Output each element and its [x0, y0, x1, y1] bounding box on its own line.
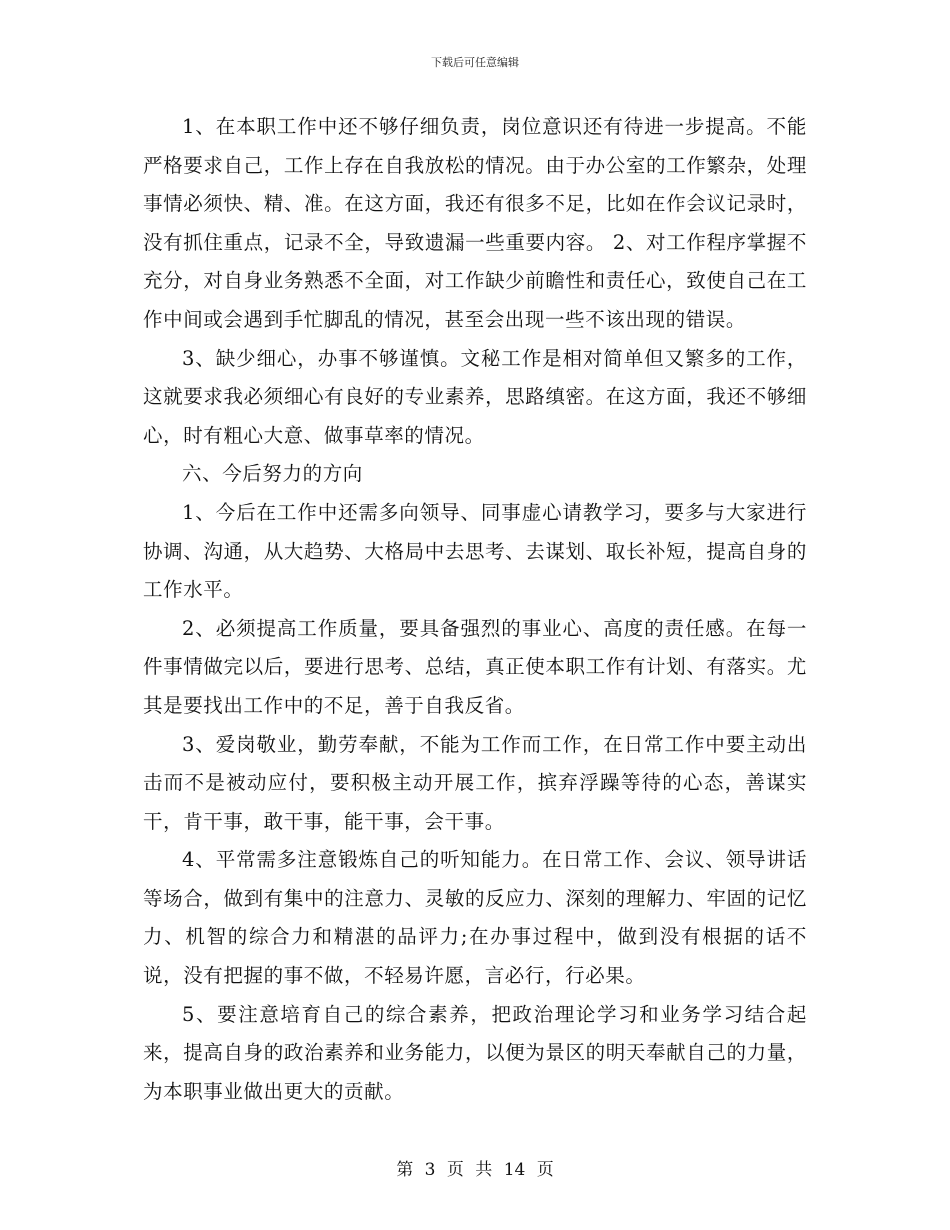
paragraph-6: 4、平常需多注意锻炼自己的听知能力。在日常工作、会议、领导讲话等场合，做到有集中的注意力、灵敏的反应力、深刻的理解力、牢固的记忆力、机智的综合力和精湛的品评力;在办事过程中，做到没有根据的话不说，没有把握的事不做，不轻易许愿，言必行，行必果。 [143, 848, 807, 988]
paragraph-7: 5、要注意培育自己的综合素养，把政治理论学习和业务学习结合起来，提高自身的政治素养和业务能力，以便为景区的明天奉献自己的力量，为本职事业做出更大的贡献。 [143, 1002, 807, 1103]
document-body [143, 108, 807, 1111]
paragraph-2: 3、缺少细心，办事不够谨慎。文秘工作是相对简单但又繁多的工作，这就要求我必须细心有良好的专业素养，思路缜密。在这方面，我还不够细心，时有粗心大意、做事草率的情况。 [143, 346, 807, 447]
paragraph-4: 2、必须提高工作质量，要具备强烈的事业心、高度的责任感。在每一件事情做完以后，要进行思考、总结，真正使本职工作有计划、有落实。尤其是要找出工作中的不足，善于自我反省。 [143, 616, 807, 717]
paragraph-5: 3、爱岗敬业，勤劳奉献，不能为工作而工作，在日常工作中要主动出击而不是被动应付，要积极主动开展工作，摈弃浮躁等待的心态，善谋实干，肯干事，敢干事，能干事，会干事。 [143, 732, 807, 833]
page-number-footer: 第 3 页 共 14 页 [396, 1160, 554, 1180]
paragraph-1: 1、在本职工作中还不够仔细负责，岗位意识还有待进一步提高。不能严格要求自己，工作上存在自我放松的情况。由于办公室的工作繁杂，处理事情必须快、精、准。在这方面，我还有很多不足，比如在作会议记录时，没有抓住重点，记录不全，导致遗漏一些重要内容。 2、对工作程序掌握不充分，对自身业务熟悉不全面，对工作缺少前瞻性和责任心，致使自己在工作中间或会遇到手忙脚乱的情况，甚至会出现一些不该出现的错误。 [143, 115, 807, 331]
paragraph-3: 1、今后在工作中还需多向领导、同事虚心请教学习，要多与大家进行协调、沟通，从大趋势、大格局中去思考、去谋划、取长补短，提高自身的工作水平。 [143, 500, 807, 602]
section-heading: 六、今后努力的方向 [182, 462, 363, 486]
page-header: 下载后可任意编辑 [431, 56, 519, 69]
